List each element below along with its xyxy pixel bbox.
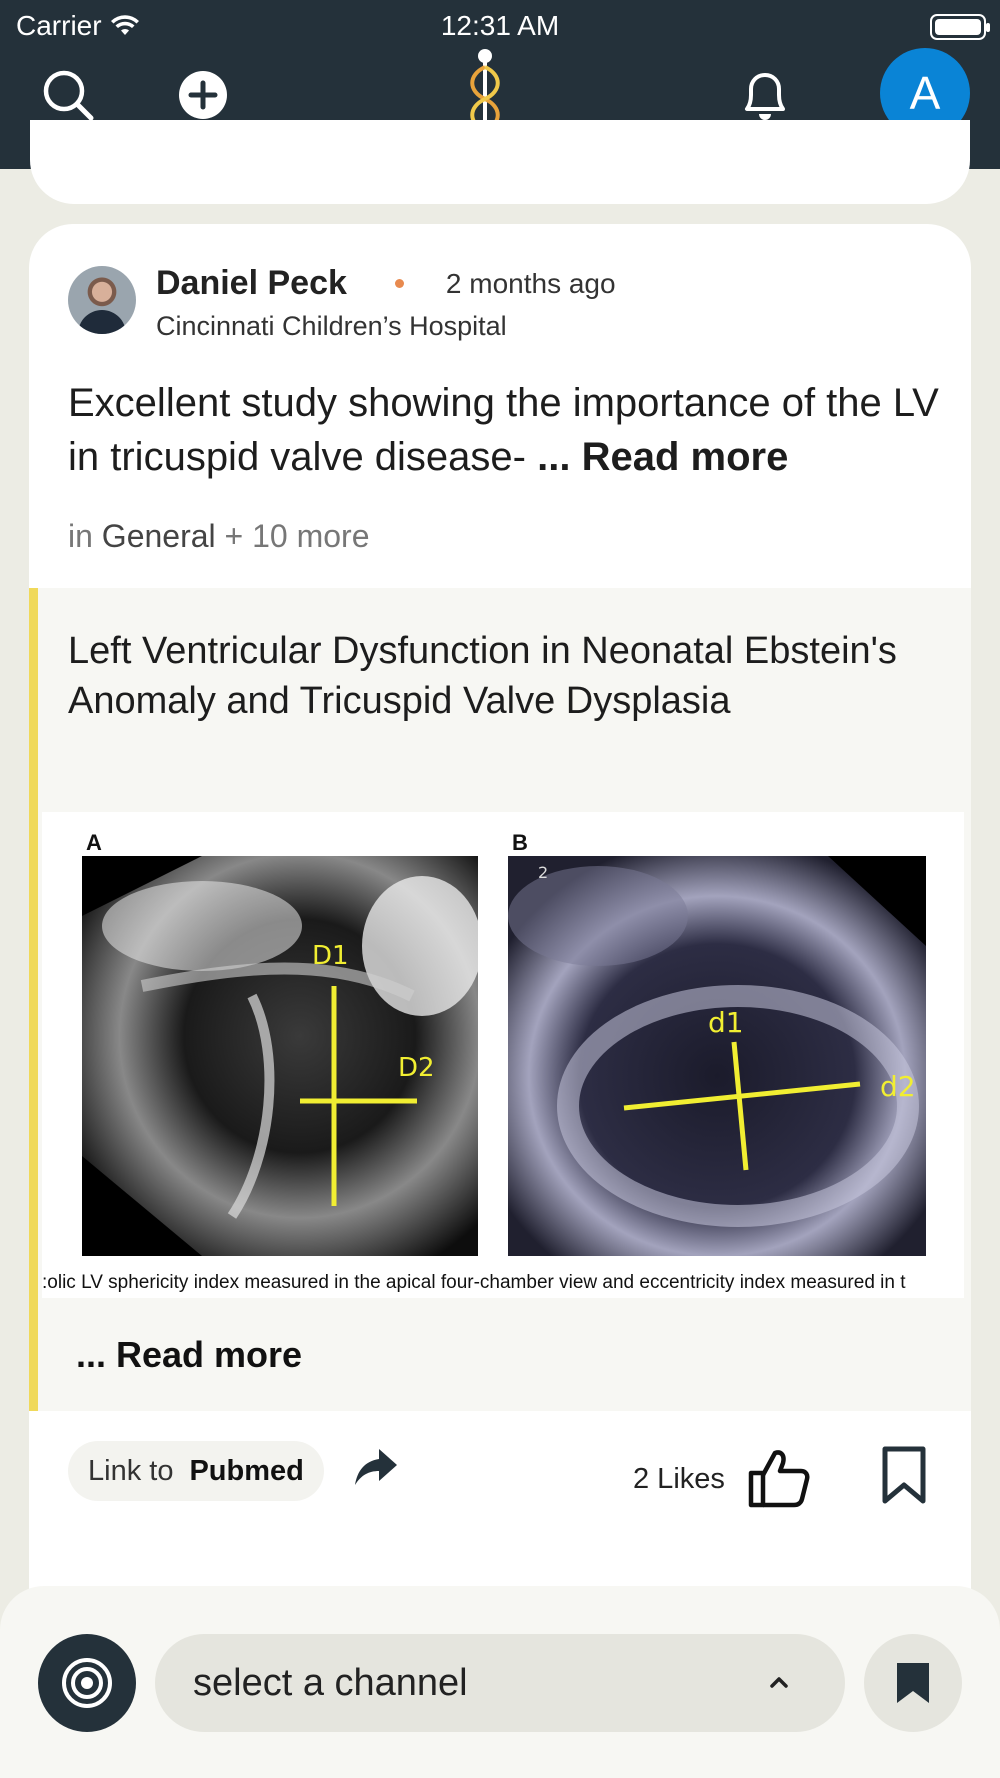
channel-more-link[interactable]: + 10 more [224,518,370,554]
saved-posts-button[interactable] [864,1634,962,1732]
separator-dot [395,279,404,288]
post-read-more-link[interactable]: ... Read more [537,435,789,479]
link-source: Pubmed [189,1454,304,1487]
battery-icon [930,14,986,40]
author-avatar[interactable] [68,266,136,334]
channel-select-placeholder: select a channel [193,1661,468,1704]
avatar-letter: A [909,67,941,119]
bottom-bar [0,1586,1000,1778]
post-time: 2 months ago [445,267,616,299]
pubmed-link-button[interactable] [68,1441,324,1501]
channel-prefix: in [68,518,93,554]
channels-button[interactable] [38,1634,136,1732]
post-body [68,376,948,484]
article-title[interactable]: Left Ventricular Dysfunction in Neonatal Ebstein's Anomaly and Tricuspid Valve Dysplasia [68,630,897,722]
author-row [156,264,616,303]
bell-icon [737,67,793,123]
author-name[interactable]: Daniel Peck [156,264,347,302]
share-icon[interactable] [351,1445,401,1489]
thumbs-up-icon[interactable] [745,1445,811,1509]
search-icon [40,67,96,123]
post-actions [29,1411,971,1549]
author-info [156,264,616,342]
author-affiliation: Cincinnati Children’s Hospital [156,311,507,341]
label-d2: D2 [398,1053,435,1083]
label-d1-small: d1 [708,1006,744,1039]
figure-panel-b-label: B [512,830,528,855]
plus-circle-icon [177,69,229,121]
post-card [29,224,971,1549]
echo-image-a [82,856,478,1256]
chevron-up-icon [769,1672,789,1692]
next-post-card [29,1549,971,1589]
link-prefix: Link to [88,1454,174,1487]
echo-image-b [508,856,926,1256]
article-preview[interactable] [29,588,971,1411]
target-icon [60,1656,114,1710]
figure-caption: :olic LV sphericity index measured in the apical four-chamber view and eccentricity index measured in t [42,1272,906,1293]
likes-count[interactable]: 2 Likes [633,1463,725,1495]
label-d1: D1 [312,941,349,971]
article-read-more-link[interactable]: ... Read more [76,1334,303,1375]
post-channels [68,518,370,555]
status-bar [0,8,1000,48]
post-text: Excellent study showing the importance of the LV in tricuspid valve disease- [68,381,939,479]
previous-post-card [30,120,970,204]
channel-select[interactable] [155,1634,845,1732]
label-d2-small: d2 [880,1070,916,1103]
panel-b-corner-label: 2 [538,863,549,882]
article-figure [42,812,964,1298]
bookmark-filled-icon [895,1661,931,1705]
bookmark-icon[interactable] [879,1445,929,1505]
carrier-name: Carrier [16,10,102,41]
clock: 12:31 AM [440,10,560,41]
channel-link-general[interactable]: General [101,518,216,554]
figure-panel-a-label: A [86,830,102,855]
post-author[interactable] [68,266,616,342]
